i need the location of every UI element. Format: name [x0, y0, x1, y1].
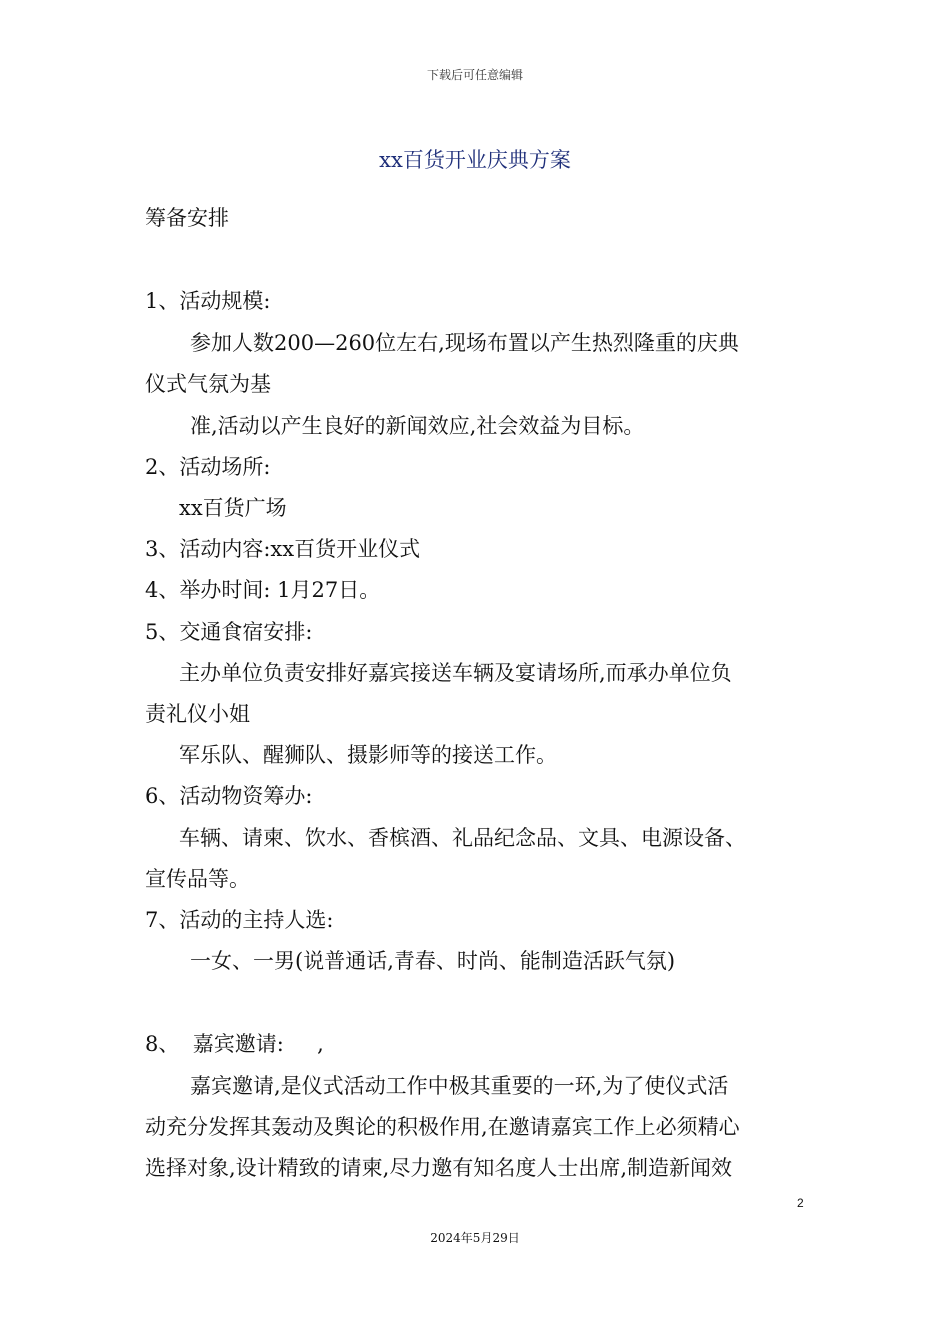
item-2-body: xx百货广场 [179, 496, 287, 520]
page-header: 下载后可任意编辑 [426, 68, 523, 82]
item-5-body-line2: 责礼仪小姐 [145, 702, 250, 726]
item-6-body-line2: 宣传品等。 [145, 867, 250, 891]
item-5-heading: 5、交通食宿安排: [145, 620, 313, 644]
footer-date: 2024年5月29日 [430, 1231, 520, 1245]
item-1-body-line2: 仪式气氛为基 [145, 372, 271, 396]
item-6-body-line1: 车辆、请柬、饮水、香槟酒、礼品纪念品、文具、电源设备、 [179, 826, 746, 850]
item-1-heading: 1、活动规模: [145, 289, 271, 313]
item-3-heading: 3、活动内容:xx百货开业仪式 [145, 537, 421, 561]
item-8-body-line1: 嘉宾邀请,是仪式活动工作中极其重要的一环,为了使仪式活 [190, 1074, 729, 1098]
document-title: xx百货开业庆典方案 [379, 148, 571, 172]
item-1-body-line1: 参加人数200—260位左右,现场布置以产生热烈隆重的庆典 [190, 331, 739, 355]
item-8-body-line2: 动充分发挥其轰动及舆论的积极作用,在邀请嘉宾工作上必须精心 [145, 1115, 740, 1139]
item-5-body-line1: 主办单位负责安排好嘉宾接送车辆及宴请场所,而承办单位负 [179, 661, 732, 685]
item-4-heading: 4、举办时间: 1月27日。 [145, 578, 381, 602]
page-number: 2 [797, 1196, 804, 1210]
item-2-heading: 2、活动场所: [145, 455, 271, 479]
section-heading: 筹备安排 [145, 206, 229, 230]
item-7-body: 一女、一男(说普通话,青春、时尚、能制造活跃气氛) [190, 949, 676, 973]
item-6-heading: 6、活动物资筹办: [145, 784, 313, 808]
item-7-heading: 7、活动的主持人选: [145, 908, 334, 932]
item-5-body-line3: 军乐队、醒狮队、摄影师等的接送工作。 [179, 743, 557, 767]
item-8-heading: 8、 嘉宾邀请: , [145, 1032, 324, 1056]
item-8-body-line3: 选择对象,设计精致的请柬,尽力邀有知名度人士出席,制造新闻效 [145, 1156, 733, 1180]
item-1-body-line3: 准,活动以产生良好的新闻效应,社会效益为目标。 [190, 414, 645, 438]
